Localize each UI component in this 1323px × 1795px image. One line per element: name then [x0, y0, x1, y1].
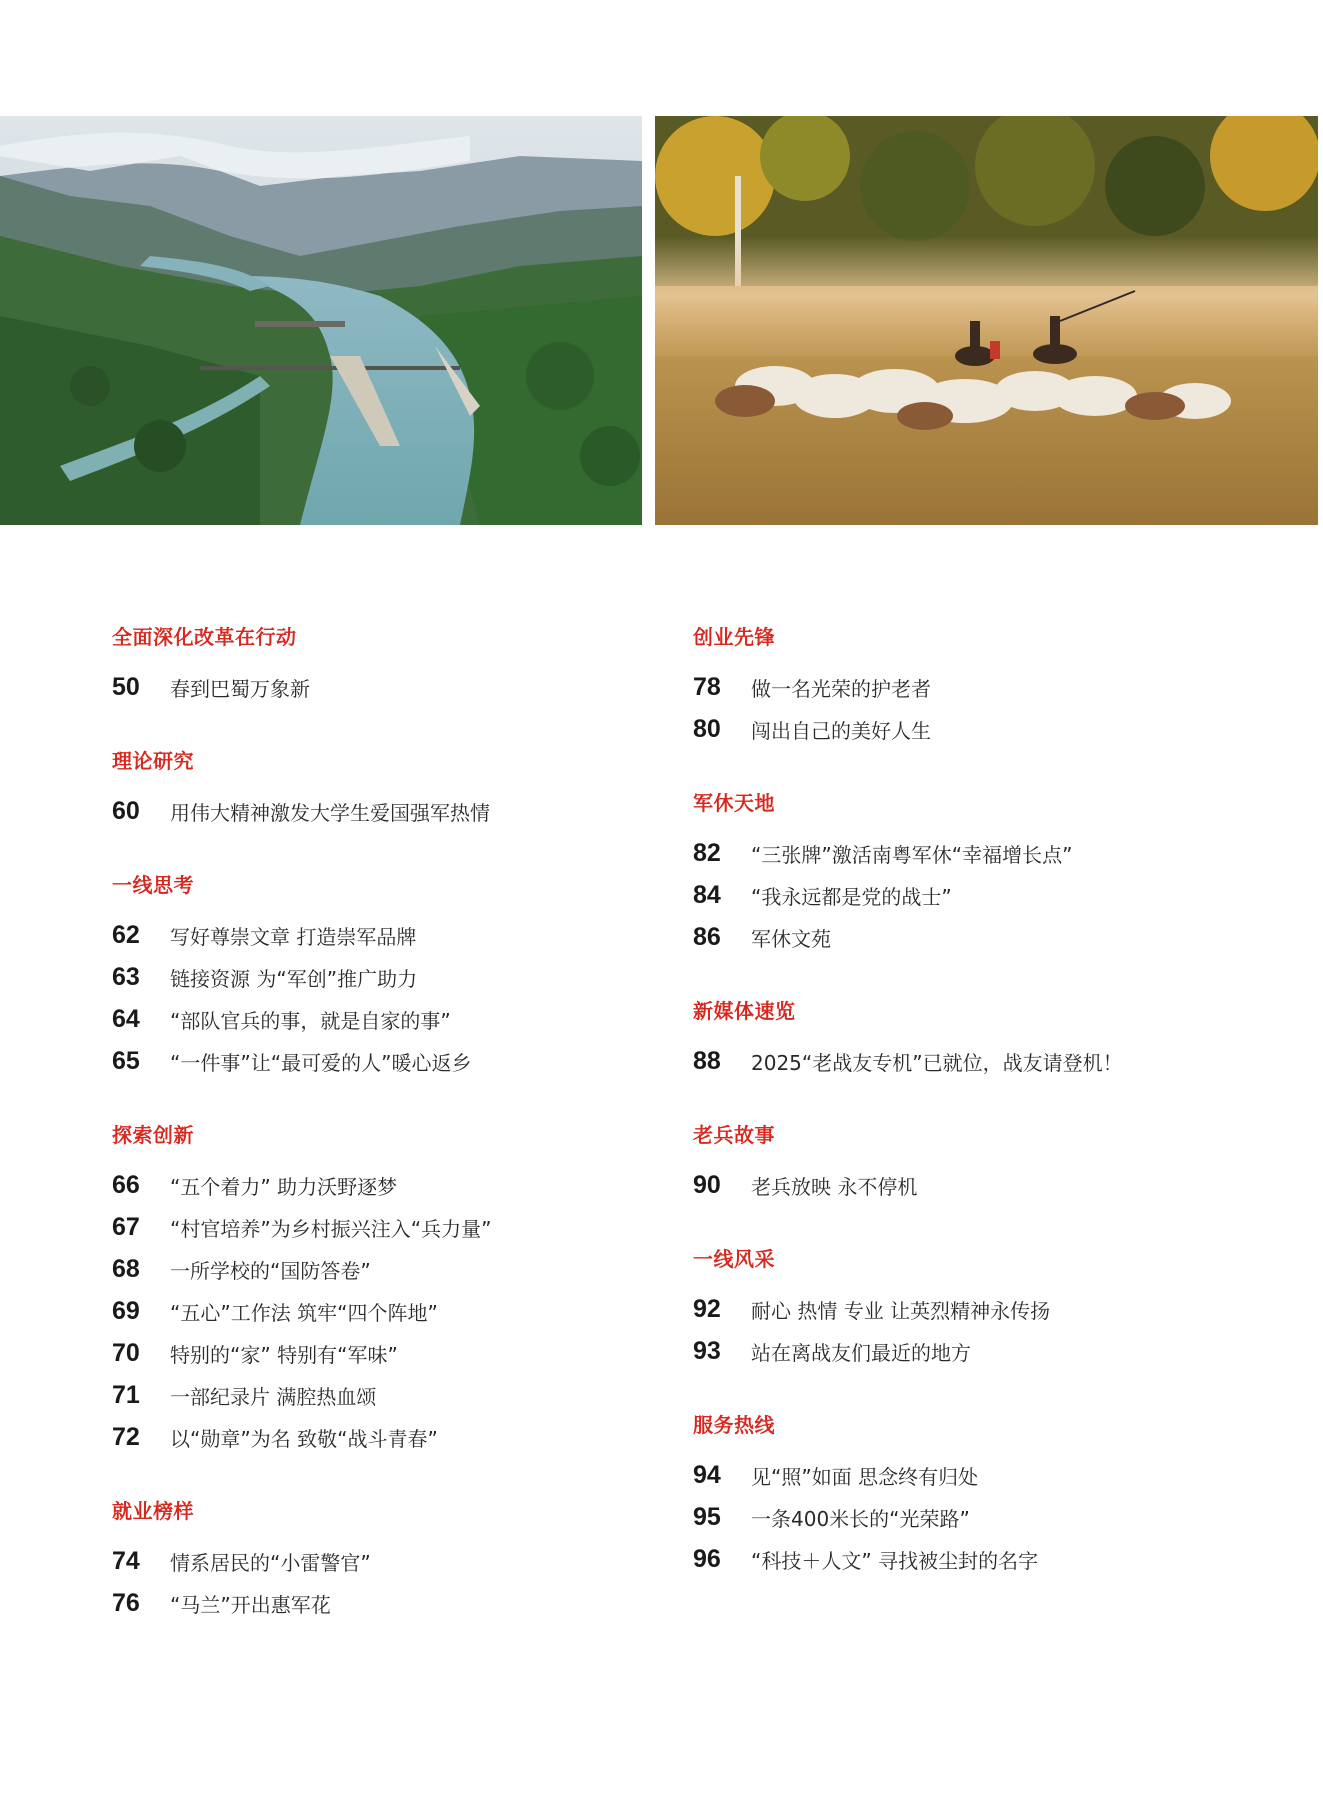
toc-entry[interactable] — [693, 1496, 1293, 1538]
article-title: 站在离战友们最近的地方 — [751, 1340, 971, 1365]
toc-entry[interactable] — [693, 1454, 1293, 1496]
article-title: 一条400米长的“光荣路” — [751, 1506, 970, 1531]
toc-entry[interactable] — [693, 874, 1293, 916]
page-number: 68 — [112, 1254, 140, 1283]
article-title: 耐心 热情 专业 让英烈精神永传扬 — [751, 1298, 1051, 1323]
toc-section — [112, 872, 672, 1082]
page-number: 71 — [112, 1380, 140, 1409]
section-title: 理论研究 — [112, 749, 194, 773]
page-number: 50 — [112, 672, 140, 701]
page-number: 86 — [693, 922, 721, 951]
toc-entry[interactable] — [112, 1290, 672, 1332]
article-title: 闯出自己的美好人生 — [751, 718, 931, 743]
toc-entry[interactable] — [693, 832, 1293, 874]
article-title: “马兰”开出惠军花 — [170, 1592, 331, 1617]
toc-entry[interactable] — [112, 1248, 672, 1290]
toc-entry[interactable] — [693, 1164, 1293, 1206]
page-number: 69 — [112, 1296, 140, 1325]
toc-section — [112, 748, 672, 832]
article-title: “科技＋人文” 寻找被尘封的名字 — [751, 1548, 1039, 1573]
article-title: 情系居民的“小雷警官” — [170, 1550, 371, 1575]
article-title: “一件事”让“最可爱的人”暖心返乡 — [170, 1050, 472, 1075]
section-title: 创业先锋 — [693, 625, 775, 649]
article-title: 一部纪录片 满腔热血颂 — [170, 1384, 377, 1409]
article-title: 见“照”如面 思念终有归处 — [751, 1464, 979, 1489]
article-title: 做一名光荣的护老者 — [751, 676, 931, 701]
toc-section — [112, 1122, 672, 1458]
section-title: 一线风采 — [693, 1247, 775, 1271]
toc-entry[interactable] — [693, 1040, 1293, 1082]
section-title: 一线思考 — [112, 873, 194, 897]
article-title: 春到巴蜀万象新 — [170, 676, 310, 701]
toc-entry[interactable] — [693, 1288, 1293, 1330]
section-title: 就业榜样 — [112, 1499, 194, 1523]
toc-entry[interactable] — [112, 1332, 672, 1374]
article-title: “部队官兵的事，就是自家的事” — [170, 1008, 451, 1033]
page-number: 88 — [693, 1046, 721, 1075]
page-number: 76 — [112, 1588, 140, 1617]
toc-left-column — [112, 624, 672, 1664]
toc-entry[interactable] — [112, 1416, 672, 1458]
page-number: 67 — [112, 1212, 140, 1241]
article-title: “村官培养”为乡村振兴注入“兵力量” — [170, 1216, 492, 1241]
page-number: 78 — [693, 672, 721, 701]
photo-horses-grassland — [655, 116, 1318, 525]
toc-section — [693, 1412, 1293, 1580]
page-number: 90 — [693, 1170, 721, 1199]
article-title: 写好尊崇文章 打造崇军品牌 — [170, 924, 417, 949]
toc-entry[interactable] — [693, 1538, 1293, 1580]
article-title: 一所学校的“国防答卷” — [170, 1258, 371, 1283]
toc-entry[interactable] — [112, 790, 672, 832]
toc-section — [693, 998, 1293, 1082]
toc-entry[interactable] — [693, 916, 1293, 958]
page-number: 66 — [112, 1170, 140, 1199]
toc-entry[interactable] — [693, 666, 1293, 708]
page-number: 60 — [112, 796, 140, 825]
photo-river-valley — [0, 116, 642, 525]
article-title: “我永远都是党的战士” — [751, 884, 952, 909]
article-title: 2025“老战友专机”已就位，战友请登机！ — [751, 1050, 1123, 1075]
page-number: 70 — [112, 1338, 140, 1367]
page-number: 95 — [693, 1502, 721, 1531]
toc-section — [693, 790, 1293, 958]
page-number: 93 — [693, 1336, 721, 1365]
article-title: 军休文苑 — [751, 926, 831, 951]
toc-entry[interactable] — [112, 1374, 672, 1416]
article-title: 老兵放映 永不停机 — [751, 1174, 918, 1199]
section-title: 新媒体速览 — [693, 999, 796, 1023]
article-title: 链接资源 为“军创”推广助力 — [170, 966, 418, 991]
toc-entry[interactable] — [112, 666, 672, 708]
page-number: 84 — [693, 880, 721, 909]
section-title: 老兵故事 — [693, 1123, 775, 1147]
article-title: 以“勋章”为名 致敬“战斗青春” — [170, 1426, 438, 1451]
toc-section — [693, 1122, 1293, 1206]
page-number: 63 — [112, 962, 140, 991]
toc-entry[interactable] — [112, 1206, 672, 1248]
toc-section — [112, 624, 672, 708]
page-number: 94 — [693, 1460, 721, 1489]
page-number: 80 — [693, 714, 721, 743]
section-title: 服务热线 — [693, 1413, 775, 1437]
article-title: 用伟大精神激发大学生爱国强军热情 — [170, 800, 490, 825]
article-title: 特别的“家” 特别有“军味” — [170, 1342, 398, 1367]
toc-entry[interactable] — [112, 914, 672, 956]
toc-section — [693, 624, 1293, 750]
toc-entry[interactable] — [112, 1040, 672, 1082]
section-title: 军休天地 — [693, 791, 775, 815]
toc-entry[interactable] — [112, 1164, 672, 1206]
toc-entry[interactable] — [112, 998, 672, 1040]
section-title: 探索创新 — [112, 1123, 194, 1147]
toc-entry[interactable] — [112, 1540, 672, 1582]
toc-entry[interactable] — [112, 956, 672, 998]
toc-section — [693, 1246, 1293, 1372]
page-number: 62 — [112, 920, 140, 949]
toc-entry[interactable] — [693, 708, 1293, 750]
toc-right-column — [693, 624, 1293, 1620]
toc-section — [112, 1498, 672, 1624]
toc-entry[interactable] — [693, 1330, 1293, 1372]
page-number: 72 — [112, 1422, 140, 1451]
page-number: 64 — [112, 1004, 140, 1033]
page-number: 82 — [693, 838, 721, 867]
page-number: 74 — [112, 1546, 140, 1575]
article-title: “五个着力” 助力沃野逐梦 — [170, 1174, 398, 1199]
section-title: 全面深化改革在行动 — [112, 625, 297, 649]
article-title: “五心”工作法 筑牢“四个阵地” — [170, 1300, 438, 1325]
page-number: 92 — [693, 1294, 721, 1323]
page-number: 65 — [112, 1046, 140, 1075]
toc-entry[interactable] — [112, 1582, 672, 1624]
page-number: 96 — [693, 1544, 721, 1573]
article-title: “三张牌”激活南粤军休“幸福增长点” — [751, 842, 1073, 867]
